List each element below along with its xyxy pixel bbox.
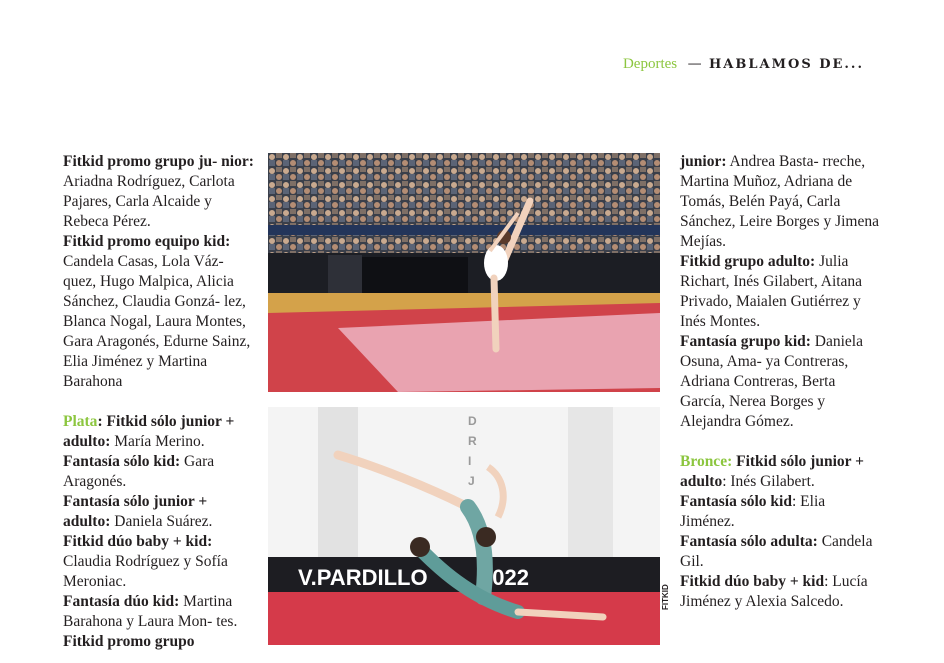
paragraph <box>63 592 255 652</box>
paragraph <box>680 452 880 492</box>
silver-medal-label: Plata <box>63 413 98 430</box>
page-header <box>623 56 864 73</box>
athlete-names: Martina Barahona y Laura Mon- tes. <box>63 593 238 630</box>
category-title: Fitkid grupo adulto: <box>680 253 816 270</box>
paragraph <box>680 572 880 612</box>
paragraph <box>63 232 255 392</box>
athlete-names: Candela Gil. <box>680 533 873 570</box>
paragraph <box>63 492 255 532</box>
photo-credit: FITKID <box>661 584 670 610</box>
backdrop-letter: J <box>468 474 475 488</box>
paragraph <box>63 412 255 452</box>
athlete-names: Candela Casas, Lola Váz- quez, Hugo Malpica, Alicia Sánchez, Claudia Gonzá- lez, Blanca Nogal, Laura Montes, Gara Aragonés, Edurne Sainz, Elia Jiménez y Martina Barahona <box>63 253 251 390</box>
category-title: Fantasía grupo kid: <box>680 333 811 350</box>
athlete-names: Andrea Basta- rreche, Martina Muñoz, Adriana de Tomás, Belén Payá, Carla Sánchez, Leire Borges y Jimena Mejías. <box>680 153 879 250</box>
arena-illustration <box>268 153 660 392</box>
header-dash: — <box>687 56 702 72</box>
left-text-column <box>63 152 255 652</box>
separator: : <box>97 413 107 430</box>
paragraph-gap <box>63 392 255 412</box>
paragraph <box>680 332 880 432</box>
athlete-names: : Inés Gilabert. <box>722 473 815 490</box>
category-title: Fantasía sólo kid <box>680 493 792 510</box>
paragraph <box>680 492 880 532</box>
category-title: junior: <box>680 153 727 170</box>
right-text-column <box>680 152 880 612</box>
paragraph <box>63 452 255 492</box>
section-label: Deportes <box>622 56 678 72</box>
category-title: Fantasía dúo kid: <box>63 593 180 610</box>
category-title: Fitkid promo grupo <box>63 633 195 650</box>
category-title: Fitkid dúo baby + kid <box>680 573 825 590</box>
paragraph <box>680 152 880 252</box>
backdrop-letter: R <box>468 434 477 448</box>
category-title: Fantasía sólo adulta: <box>680 533 818 550</box>
duo-illustration <box>268 407 660 645</box>
banner-year: 2022 <box>480 565 529 590</box>
paragraph-gap <box>680 432 880 452</box>
athlete-names: : Elia Jiménez. <box>680 493 826 530</box>
section-kicker: HABLAMOS DE... <box>709 57 864 72</box>
backdrop-letter: I <box>468 454 472 468</box>
bronze-medal-label: Bronce: <box>680 453 733 470</box>
athlete-names: Daniela Osuna, Ama- ya Contreras, Adriana Contreras, Berta García, Nerea Borges y Alejandra Gómez. <box>680 333 863 430</box>
category-title: Fitkid promo equipo kid: <box>63 233 231 250</box>
gymnast-arena-photo <box>268 153 660 392</box>
category-title: Fitkid promo grupo ju- nior: <box>63 153 254 170</box>
paragraph <box>63 532 255 592</box>
athlete-names: : Lucía Jiménez y Alexia Salcedo. <box>680 573 868 610</box>
category-title: Fantasía sólo junior + adulto: <box>63 493 208 530</box>
paragraph <box>680 252 880 332</box>
athlete-names: María Merino. <box>110 433 205 450</box>
athlete-names: Claudia Rodríguez y Sofía Meroniac. <box>63 553 228 590</box>
athlete-names: Julia Richart, Inés Gilabert, Aitana Privado, Maialen Gutiérrez y Inés Montes. <box>680 253 863 330</box>
paragraph <box>63 152 255 232</box>
athlete-names: Daniela Suárez. <box>110 513 213 530</box>
athlete-names: Ariadna Rodríguez, Carlota Pajares, Carla Alcaide y Rebeca Pérez. <box>63 173 235 230</box>
category-title: Fitkid sólo junior + adulto: <box>63 413 235 450</box>
category-title: Fitkid sólo junior + adulto <box>680 453 864 490</box>
duo-pose-photo <box>268 407 660 645</box>
paragraph <box>680 532 880 572</box>
banner-text: V.PARDILLO <box>298 565 428 590</box>
backdrop-letter: D <box>468 414 477 428</box>
athlete-names: Gara Aragonés. <box>63 453 215 490</box>
category-title: Fitkid dúo baby + kid: <box>63 533 213 550</box>
category-title: Fantasía sólo kid: <box>63 453 181 470</box>
